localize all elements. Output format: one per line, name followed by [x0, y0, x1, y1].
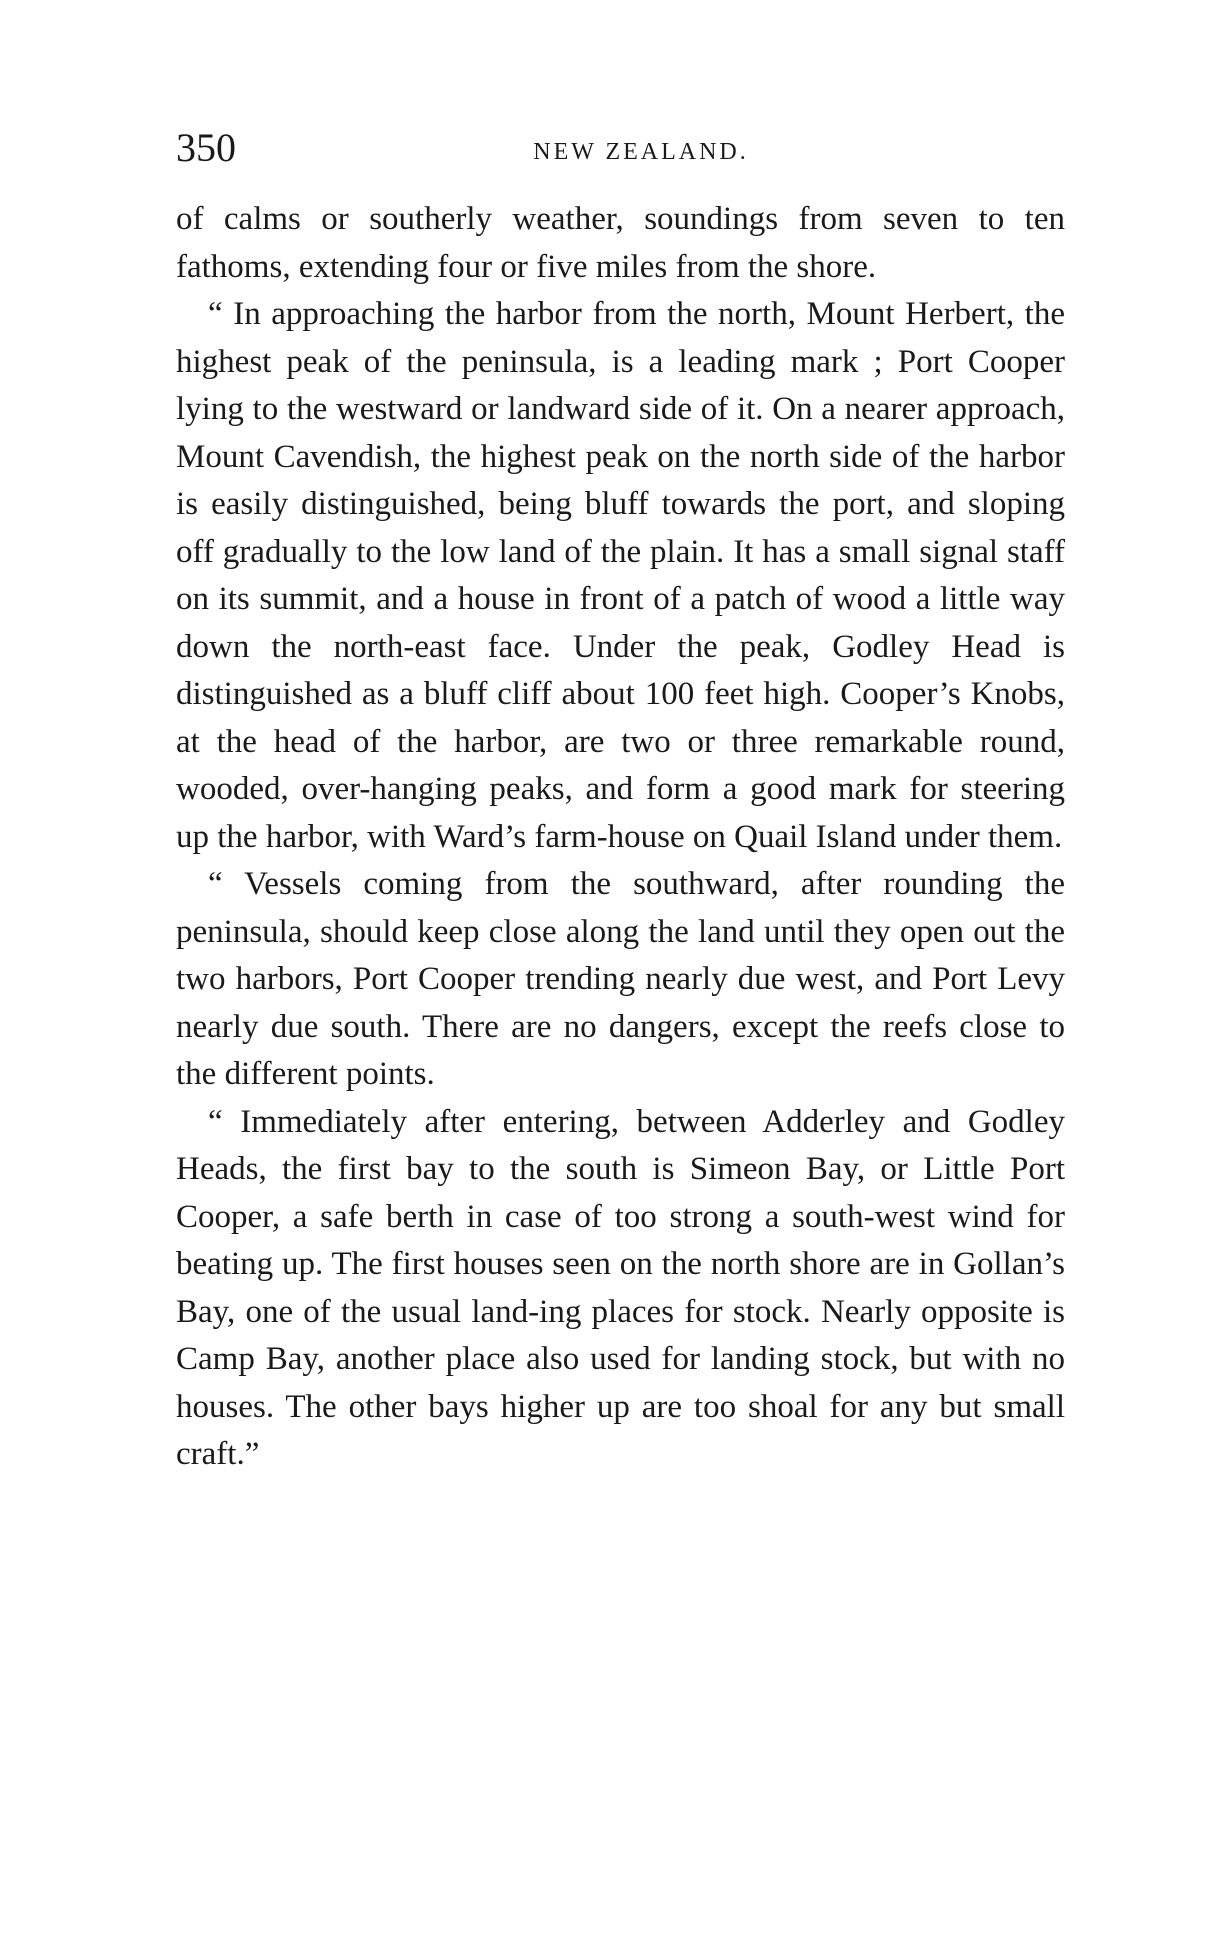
paragraph-vessels-from-south: “ Vessels coming from the southward, after rounding the peninsula, should keep close along the land until they open out the two harbors, Port Cooper trending nearly due west, and Port Levy nearly due south. There are no dangers, except the reefs close to the different points.	[176, 866, 1065, 1092]
paragraph-after-entering: “ Immediately after entering, between Adderley and Godley Heads, the first bay to the south is Simeon Bay, or Little Port Cooper, a safe berth in case of too strong a south-west wind for beating up. The first houses seen on the north shore are in Gollan’s Bay, one of the usual land-ing places for stock. Nearly opposite is Camp Bay, another place also used for landing stock, but with no houses. The other bays higher up are too shoal for any but small craft.”	[176, 1103, 1065, 1472]
running-head	[176, 118, 1066, 178]
paragraph-approach-from-north: “ In approaching the harbor from the north, Mount Herbert, the highest peak of the peninsula, is a leading mark ; Port Cooper lying to the westward or landward side of it. On a nearer approach, Mount Cavendish, the highest peak on the north side of the harbor is easily distinguished, being bluff towards the port, and sloping off gradually to the low land of the plain. It has a small signal staff on its summit, and a house in front of a patch of wood a little way down the north-east face. Under the peak, Godley Head is distinguished as a bluff cliff about 100 feet high. Cooper’s Knobs, at the head of the harbor, are two or three remarkable round, wooded, over-hanging peaks, and form a good mark for steering up the harbor, with Ward’s farm-house on Quail Island under them.	[176, 296, 1065, 855]
paragraph-continuation: of calms or southerly weather, soundings from seven to ten fathoms, extending four or five miles from the shore.	[176, 201, 1065, 285]
running-title: NEW ZEALAND.	[533, 139, 749, 165]
body-text	[176, 196, 1065, 1479]
page-number: 350	[176, 125, 236, 170]
